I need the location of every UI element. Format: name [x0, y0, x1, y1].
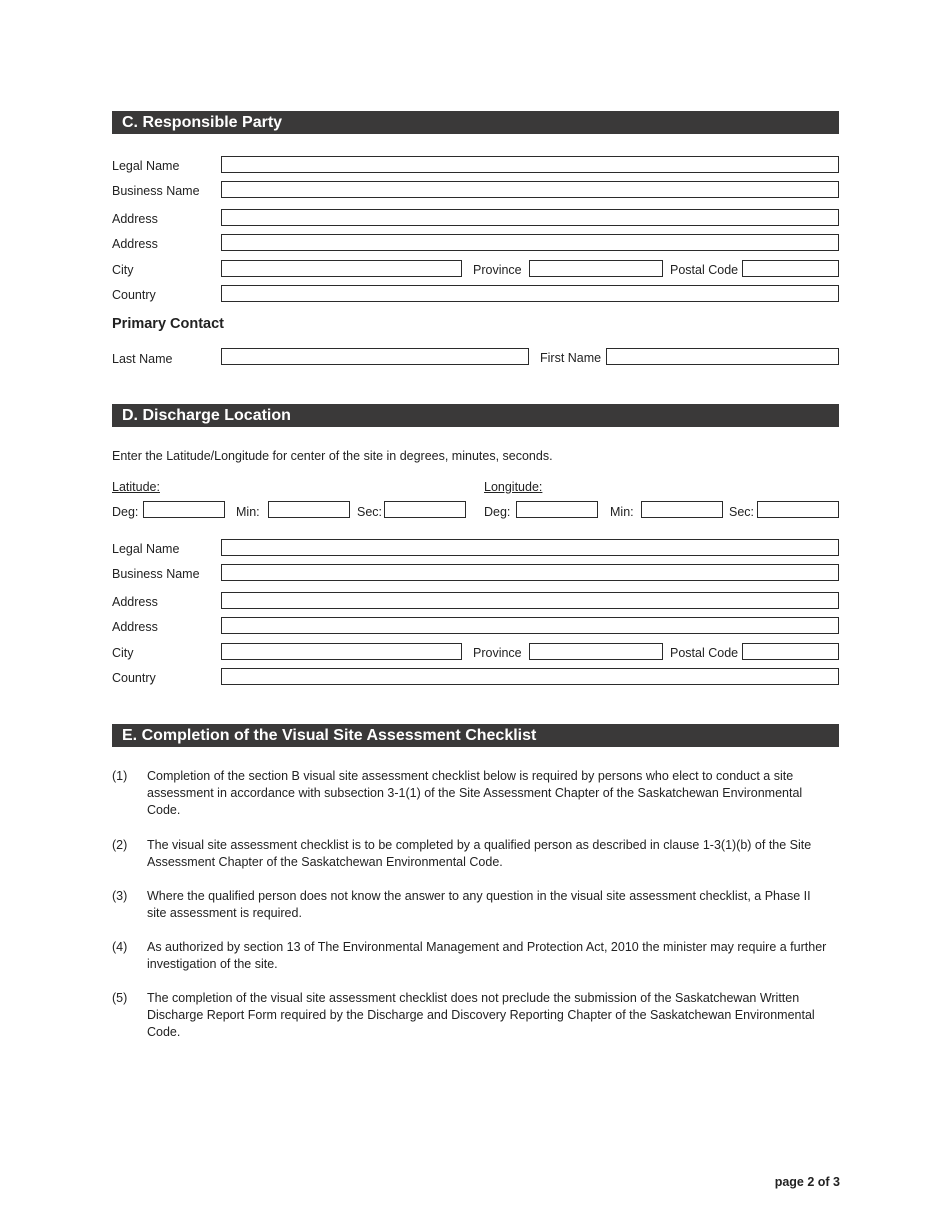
item-text: Completion of the section B visual site assessment checklist below is required by persons who elect to conduct a site assessment in accordance with subsection 3-1(1) of the Site Assessment Chapter of the Saskatchewan Environmental Code.: [147, 769, 803, 817]
lat-min-label: Min:: [236, 505, 260, 519]
postal-code-input[interactable]: [742, 260, 839, 277]
lon-min-label: Min:: [610, 505, 634, 519]
item-number: (4): [112, 940, 128, 954]
legal-name-input[interactable]: [221, 156, 839, 173]
latitude-label: Latitude:: [112, 480, 160, 494]
primary-contact-heading: Primary Contact: [112, 316, 225, 332]
legal-name-label: Legal Name: [112, 159, 180, 173]
item-number: (1): [112, 769, 128, 783]
item-text: Where the qualified person does not know the answer to any question in the visual site assessment checklist, a Phase II site assessment is required.: [147, 889, 811, 920]
d-business-name-label: Business Name: [112, 567, 200, 581]
section-e-header: E. Completion of the Visual Site Assessment Checklist: [112, 724, 839, 747]
first-name-label: First Name: [540, 351, 602, 365]
d-province-input[interactable]: [529, 643, 663, 660]
first-name-input[interactable]: [606, 348, 839, 365]
lon-deg-input[interactable]: [516, 501, 598, 518]
instruction-text: Enter the Latitude/Longitude for center of the site in degrees, minutes, seconds.: [112, 449, 553, 463]
d-country-label: Country: [112, 671, 156, 685]
city-input[interactable]: [221, 260, 462, 277]
d-address-1-input[interactable]: [221, 592, 839, 609]
d-business-name-input[interactable]: [221, 564, 839, 581]
lon-deg-label: Deg:: [484, 505, 511, 519]
lon-sec-input[interactable]: [757, 501, 839, 518]
province-input[interactable]: [529, 260, 663, 277]
business-name-label: Business Name: [112, 184, 200, 198]
section-c-header: C. Responsible Party: [112, 111, 839, 134]
lat-deg-input[interactable]: [143, 501, 225, 518]
item-number: (2): [112, 838, 128, 852]
address-2-label: Address: [112, 237, 158, 251]
lon-min-input[interactable]: [641, 501, 723, 518]
address-2-input[interactable]: [221, 234, 839, 251]
item-number: (3): [112, 889, 128, 903]
longitude-label: Longitude:: [484, 480, 543, 494]
d-postal-code-input[interactable]: [742, 643, 839, 660]
d-city-input[interactable]: [221, 643, 462, 660]
d-country-input[interactable]: [221, 668, 839, 685]
business-name-input[interactable]: [221, 181, 839, 198]
item-text: As authorized by section 13 of The Environmental Management and Protection Act, 2010 the minister may require a further investigation of the site.: [147, 940, 827, 971]
address-1-label: Address: [112, 212, 158, 226]
lat-deg-label: Deg:: [112, 505, 139, 519]
last-name-label: Last Name: [112, 352, 173, 366]
d-address-2-input[interactable]: [221, 617, 839, 634]
item-number: (5): [112, 991, 128, 1005]
section-d-header: D. Discharge Location: [112, 404, 839, 427]
item-text: The visual site assessment checklist is to be completed by a qualified person as described in clause 1-3(1)(b) of the Site Assessment Chapter of the Saskatchewan Environmental Code.: [147, 838, 812, 869]
address-1-input[interactable]: [221, 209, 839, 226]
d-legal-name-label: Legal Name: [112, 542, 180, 556]
lon-sec-label: Sec:: [729, 505, 755, 519]
province-label: Province: [473, 263, 522, 277]
d-legal-name-input[interactable]: [221, 539, 839, 556]
lat-sec-input[interactable]: [384, 501, 466, 518]
d-city-label: City: [112, 646, 134, 660]
d-postal-code-label: Postal Code: [670, 646, 739, 660]
d-province-label: Province: [473, 646, 522, 660]
item-text: The completion of the visual site assessment checklist does not preclude the submission of the Saskatchewan Written Discharge Report Form required by the Discharge and Discovery Reporting Chapter of the Saskatchewan Environmental Code.: [147, 991, 815, 1039]
postal-code-label: Postal Code: [670, 263, 739, 277]
lat-sec-label: Sec:: [357, 505, 383, 519]
last-name-input[interactable]: [221, 348, 529, 365]
lat-min-input[interactable]: [268, 501, 350, 518]
page-number: page 2 of 3: [774, 1175, 840, 1189]
country-input[interactable]: [221, 285, 839, 302]
d-address-1-label: Address: [112, 595, 158, 609]
d-address-2-label: Address: [112, 620, 158, 634]
city-label: City: [112, 263, 134, 277]
country-label: Country: [112, 288, 156, 302]
